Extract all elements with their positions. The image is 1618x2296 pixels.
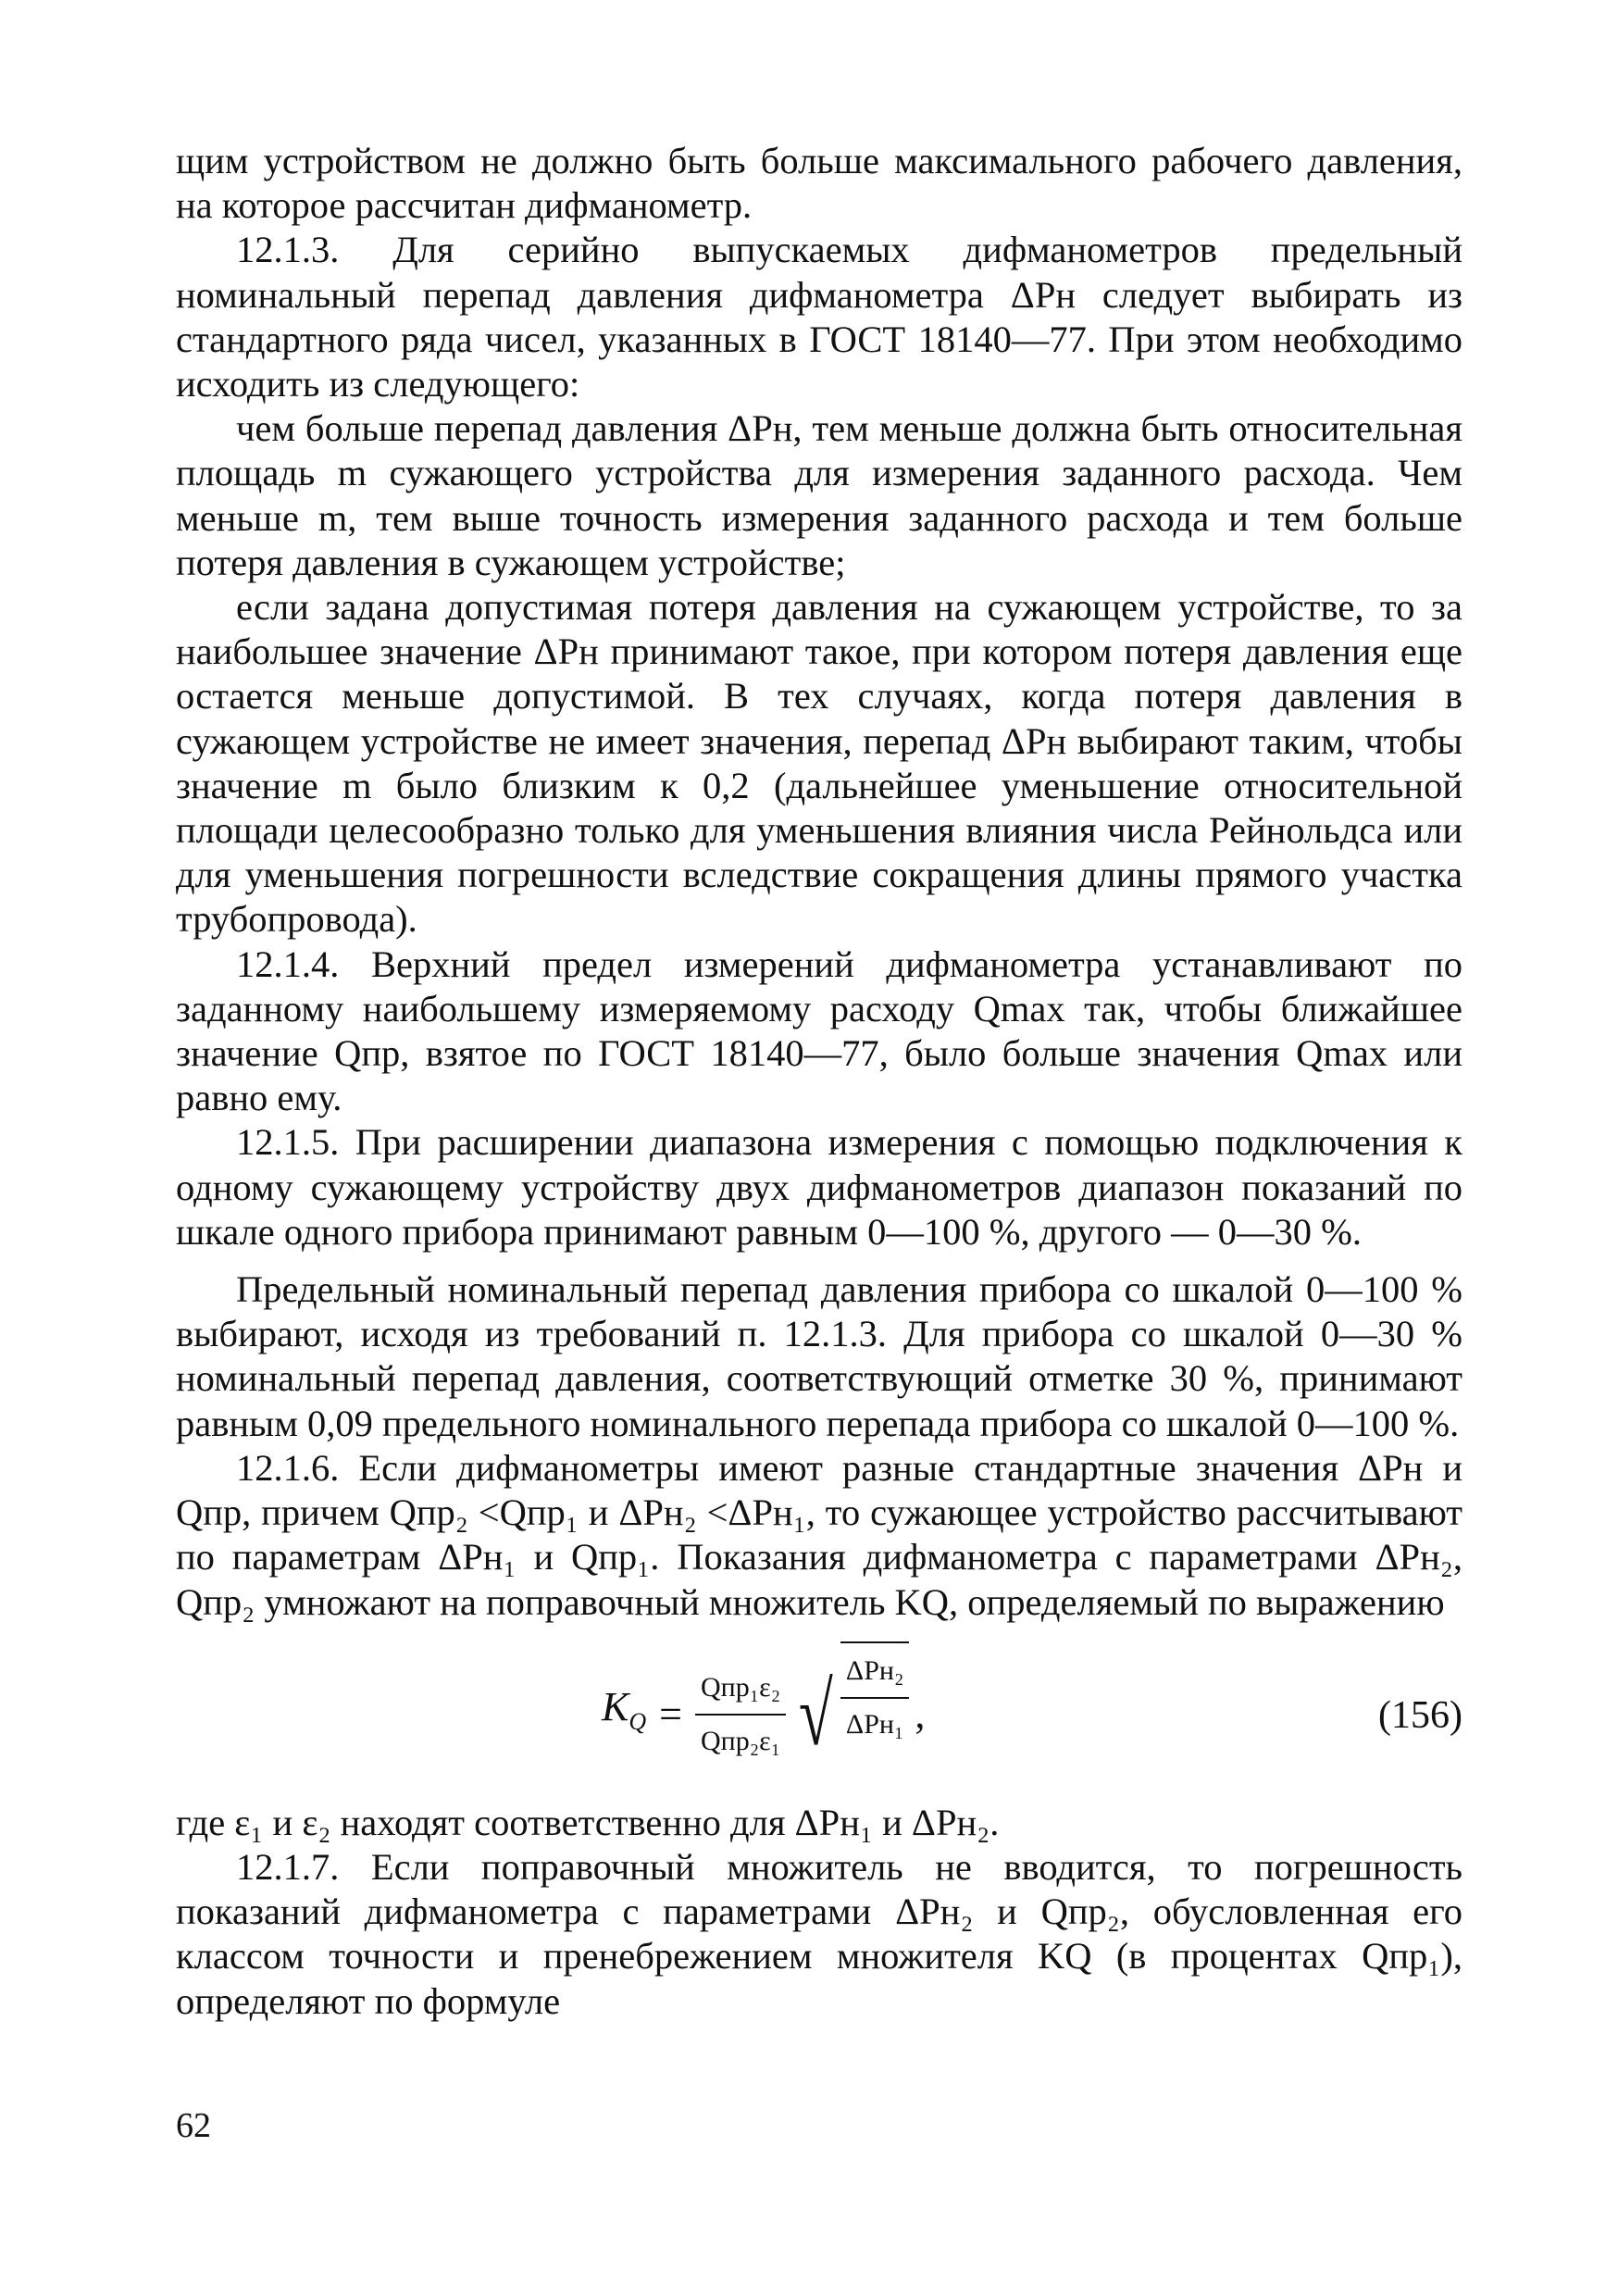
paragraph: 12.1.4. Верхний предел измерений дифманометра устанавливают по заданному наибольшему измеряемому расходу Qmax так, чтобы ближайшее значение Qпр, взятое по ГОСТ 18140—77, было больше значения Qmax или равно ему. [176, 942, 1462, 1119]
page-number: 62 [176, 2105, 211, 2145]
page-body [176, 139, 1462, 2148]
paragraphs-after-formula [176, 1801, 1462, 2024]
sqrt-icon: √ [799, 1664, 834, 1764]
formula-lhs: $K_Q$ [602, 1683, 647, 1735]
paragraph: 12.1.6. Если дифманометры имеют разные стандартные значения ΔPн и Qпр, причем Qпр₂ <Qпр₁ и ΔPн₂ <ΔPн₁, то сужающее устройство рассчитывают по параметрам ΔPн₁ и Qпр₁. Показания дифманометра с параметрами ΔPн₂, Qпр₂ умножают на поправочный множитель KQ, определяемый по выражению [176, 1446, 1462, 1623]
paragraph: 12.1.3. Для серийно выпускаемых дифманометров предельный номинальный перепад давления дифманометра ΔPн следует выбирать из стандартного ряда чисел, указанных в ГОСТ 18140—77. При этом необходимо исходить из следующего: [176, 229, 1462, 406]
formula-trailing-comma: , [915, 1691, 926, 1737]
fraction-denominator: ΔPн₁ [845, 1708, 904, 1740]
formula-fraction-pressure [840, 1649, 910, 1747]
formula-156 [176, 1645, 1462, 1784]
formula-expression [602, 1654, 926, 1764]
fraction-denominator: Qпр₂ε₁ [700, 1725, 781, 1756]
paragraph: 12.1.5. При расширении диапазона измерения с помощью подключения к одному сужающему устройству двух дифманометров диапазон показаний по шкале одного прибора принимают равным 0—100 %, другого — 0—30 %. [176, 1121, 1462, 1253]
paragraph: Предельный номинальный перепад давления прибора со шкалой 0—100 % выбирают, исходя из требований п. 12.1.3. Для прибора со шкалой 0—30 % номинальный перепад давления, соответствующий отметке 30 %, принимают равным 0,09 предельного номинального перепада прибора со шкалой 0—100 %. [176, 1268, 1462, 1444]
paragraph: щим устройством не должно быть больше максимального рабочего давления, на которое рассчитан дифманометр. [176, 140, 1462, 227]
equation-number: (156) [1378, 1693, 1462, 1737]
formula-radicand [840, 1641, 910, 1747]
paragraphs-before-formula [176, 139, 1462, 1625]
paragraph: 12.1.7. Если поправочный множитель не вводится, то погрешность показаний дифманометра с параметрами ΔPн₂ и Qпр₂, обусловленная его классом точности и пренебрежением множителя KQ (в процентах Qпр₁), определяют по формуле [176, 1845, 1462, 2022]
paragraph: чем больше перепад давления ΔPн, тем меньше должна быть относительная площадь m сужающего устройства для измерения заданного расхода. Чем меньше m, тем выше точность измерения заданного расхода и тем больше потеря давления в сужающем устройстве; [176, 407, 1462, 583]
formula-fraction-flow [695, 1666, 786, 1764]
paragraph: где ε₁ и ε₂ находят соответственно для ΔPн₁ и ΔPн₂. [176, 1801, 1000, 1843]
formula-equals: = [659, 1691, 682, 1737]
fraction-numerator: Qпр₁ε₂ [695, 1666, 786, 1716]
fraction-numerator: ΔPн₂ [840, 1649, 910, 1699]
paragraph: если задана допустимая потеря давления на сужающем устройстве, то за наибольшее значение ΔPн принимают такое, при котором потеря давления еще остается меньше допустимой. В тех случаях, когда потеря давления в сужающем устройстве не имеет значения, перепад ΔPн выбирают таким, чтобы значение m было близким к 0,2 (дальнейшее уменьшение относительной площади целесообразно только для уменьшения влияния числа Рейнольдса или для уменьшения погрешности вследствие сокращения длины прямого участка трубопровода). [176, 586, 1462, 941]
